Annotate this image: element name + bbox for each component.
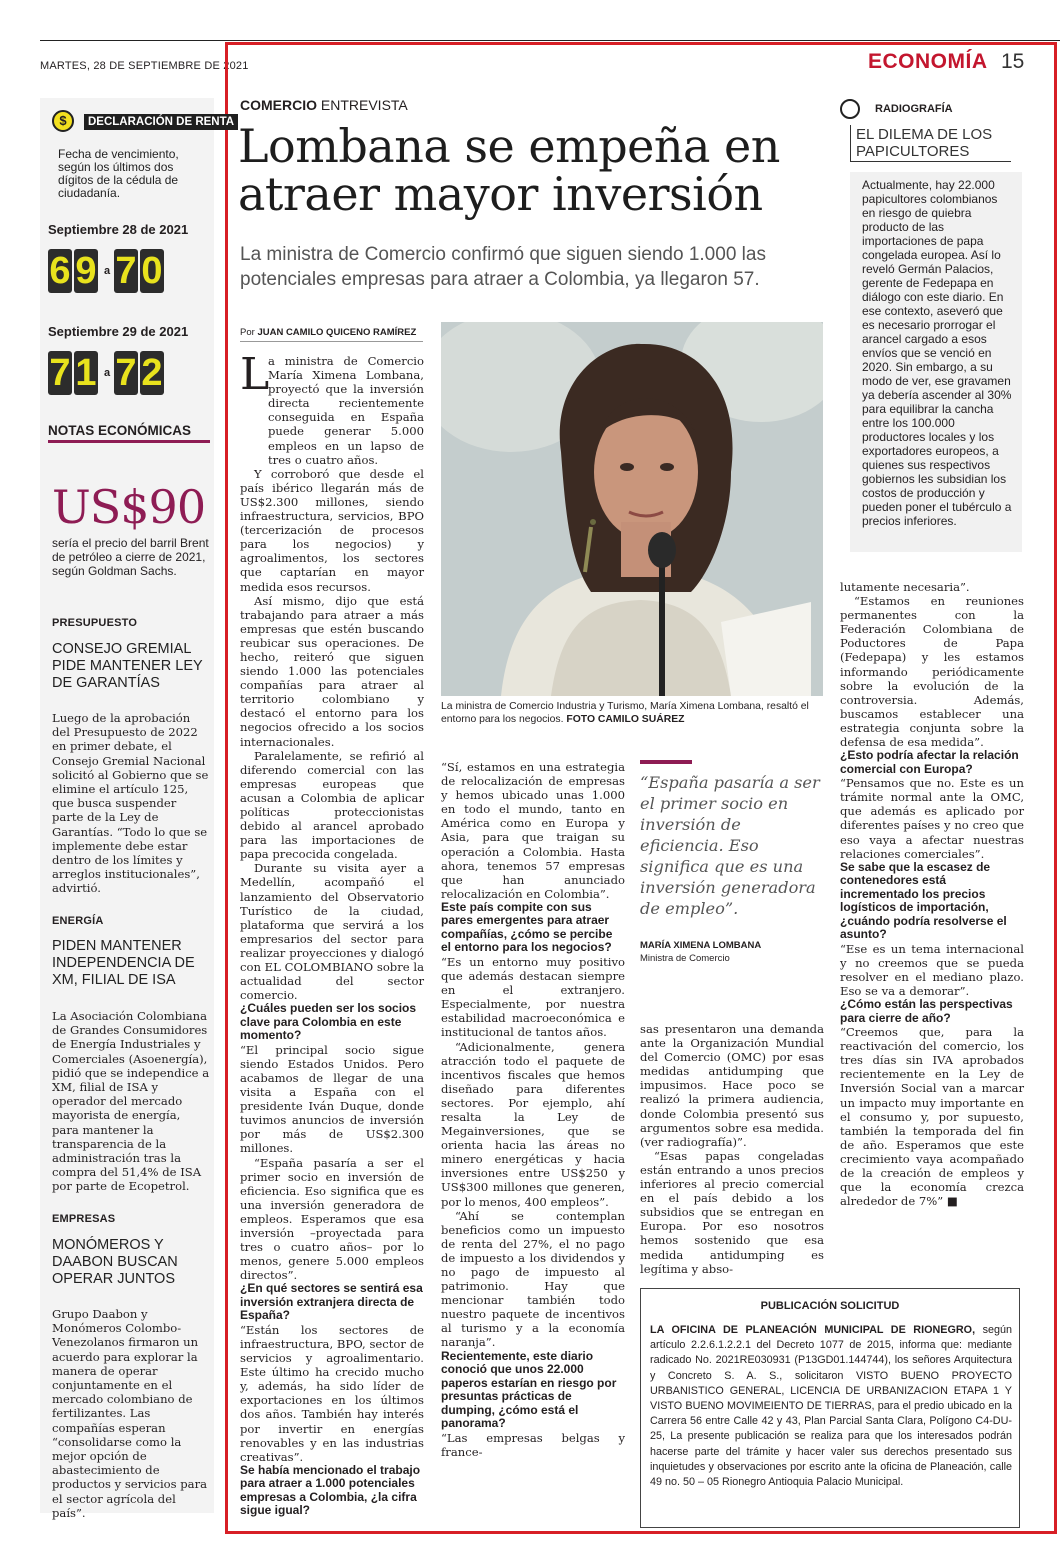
- paragraph: “Adicionalmente, genera atracción todo el paquete de incentivos fiscales que hemos diseñado para diferentes sectores. Por ejemplo, ahí resalta la Ley de Megainversiones, que se orienta hacia las áreas no minero energéticas y hacia inversiones entre US$250 y US$300 millones que generen, por lo menos, 400 empleos”.: [441, 1039, 625, 1209]
- paragraph: Paralelamente, se refirió al diferendo comercial con las empresas europeas que acusan a Colombia de aplicar políticas proteccionistas debido al arancel aprobado para las importaciones de papa precocida congelada.: [240, 748, 424, 862]
- digit: 6: [49, 250, 71, 292]
- renta-label: DECLARACIÓN DE RENTA: [84, 114, 238, 130]
- question: Se sabe que la escasez de contenedores está incrementado los precios logísticos de importación, ¿cuándo podría resolverse el asunto?: [840, 859, 1007, 942]
- deadline-date: Septiembre 28 de 2021: [48, 222, 189, 237]
- question: Se había mencionado el trabajo para atraer a 1.000 potenciales empresas a Colombia, ¿la cifra sigue igual?: [240, 1462, 421, 1518]
- section-name: ECONOMÍA: [868, 50, 988, 73]
- question: Recientemente, este diario conoció que unos 22.000 paperos estarían en riesgo por presuntas prácticas de dumping, ¿cómo está el panorama?: [441, 1348, 617, 1431]
- paragraph: “Ese es un tema internacional y no creemos que se pueda resolver en el mediano plazo. Eso se va a demorar”.: [840, 941, 1024, 998]
- pull-quote-name: MARÍA XIMENA LOMBANA: [640, 940, 762, 951]
- note-kicker: ENERGÍA: [52, 915, 104, 927]
- paragraph: “Sí, estamos en una estrategia de relocalización de empresas y hemos ubicado unas 1.000 en todo el mundo, tanto en América como en Europa y Asia, para que traigan su operación a Colombia. Hasta ahora, tenemos 57 empresas que han anunciado relocalización en Colombia”.: [441, 760, 625, 901]
- note-headline: MONÓMEROS Y DAABON BUSCAN OPERAR JUNTOS: [52, 1237, 178, 1287]
- note-headline: CONSEJO GREMIAL PIDE MANTENER LEY DE GARANTÍAS: [52, 641, 203, 691]
- note-kicker: EMPRESAS: [52, 1213, 116, 1225]
- paragraph: “Es un entorno muy positivo que además destacan siempre en el extranjero. Especialmente, por nuestra estabilidad macroeconómica e institucional de tantos años.: [441, 954, 625, 1040]
- dateline: MARTES, 28 DE SEPTIEMBRE DE 2021: [40, 60, 249, 72]
- paragraph: “Ahí se contemplan beneficios como un impuesto de renta del 27%, el no pago de impuesto a los dividendos y no pago de impuesto al patrimonio. Hay que mencionar también todo nuestro paquete de incentivos al turismo y a la economía naranja”.: [441, 1208, 625, 1350]
- radiografia-body: Actualmente, hay 22.000 papicultores colombianos en riesgo de quiebra producto de las importaciones de papa congelada europea. Así lo reveló Germán Palacios, gerente de Fedepapa en diálogo con este diario. En ese contexto, aseveró que es necesario prorrogar el arancel cargado a esos envíos que se venció en 2020. Sin embargo, a su modo de ver, ese gravamen ya debería ascender al 30% para equilibrar la cancha entre los 100.000 productores locales y los exportadores europeos, a quienes sus respectivos gobiernos les subsidian los costos de producción y pueden poner el tubérculo a precios inferiores.: [862, 178, 1012, 528]
- dollar-icon: $: [52, 110, 74, 132]
- byline: Por JUAN CAMILO QUICENO RAMÍREZ: [240, 327, 417, 338]
- pull-quote-role: Ministra de Comercio: [640, 953, 730, 964]
- paragraph: “Pensamos que no. Este es un trámite normal ante la OMC, que además es aplicado por diferentes países y no creo que eso vaya a afectar nuestras relaciones comerciales”.: [840, 776, 1024, 861]
- deadline-date: Septiembre 29 de 2021: [48, 324, 189, 339]
- paragraph: “El principal socio sigue siendo Estados Unidos. Pero acabamos de llegar de una visita a España con el presidente Iván Duque, donde tuvimos anuncios de inversión por más de US$2.300 millones.: [240, 1042, 424, 1156]
- question: Este país compite con sus pares emergentes para atraer compañías, ¿cómo se percibe el entorno para los negocios?: [441, 899, 613, 955]
- note-body: Grupo Daabon y Monómeros Colombo-Venezolanos firmaron un acuerdo para explorar la manera de operar conjuntamente en el mercado colombiano de fertilizantes. Las compañías esperan “consolidarse como la mejor opción de abastecimiento de productos y servicios para el sector agrícola del país”.: [52, 1307, 208, 1520]
- legal-notice-title: PUBLICACIÓN SOLICITUD: [760, 1300, 900, 1312]
- paragraph: “Están los sectores de infraestructura, BPO, sector de servicios y agroalimentario. Este último ha crecido mucho y, además, ha sido líder de exportaciones en los últimos dos años. También hay interés por invertir en energías renovables y en las industrias creativas”.: [240, 1322, 424, 1464]
- radiografia-title: EL DILEMA DE LOS PAPICULTORES: [856, 126, 993, 160]
- question: ¿Cómo están las perspectivas para cierre de año?: [840, 997, 1013, 1025]
- magnifier-icon: [840, 99, 860, 119]
- paragraph: “Las empresas belgas y france-: [441, 1430, 625, 1459]
- dropcap: L: [240, 349, 270, 400]
- article-subhead: La ministra de Comercio confirmó que siguen siendo 1.000 las potenciales empresas para atraer a Colombia, ya llegaron 57.: [240, 244, 766, 290]
- photo-illustration: [441, 322, 823, 696]
- digit: 7: [115, 352, 137, 394]
- page-number: 15: [1001, 50, 1025, 73]
- pull-quote: “España pasaría a ser el primer socio en inversión de eficiencia. Eso significa que es una inversión generadora de empleo”.: [640, 773, 820, 918]
- paragraph: “España pasaría a ser el primer socio en inversión de eficiencia. Eso significa que es una inversión generadora de empleos. Esperamos que esa inversión –proyectada para tres o cuatro años– por lo menos, genere 5.000 empleos directos”.: [240, 1155, 424, 1283]
- digit: 1: [75, 352, 97, 394]
- paragraph: “Estamos en reuniones permanentes con la Federación Colombiana de Poductores de Papa (Fedepapa) y les estamos informando periódicamente sobre la evolución de la controversia. Además, buscamos establecer una estrategia conjunta sobre la defensa de esa medida”.: [840, 594, 1024, 750]
- notas-title: NOTAS ECONÓMICAS: [48, 423, 210, 443]
- pullquote-bar: [640, 760, 692, 764]
- photo-credit: FOTO CAMILO SUÁREZ: [566, 714, 685, 725]
- renta-description: Fecha de vencimiento, según los últimos dos dígitos de la cédula de ciudadanía.: [58, 147, 179, 200]
- highlight-text: sería el precio del barril Brent de petróleo a cierre de 2021, según Goldman Sachs.: [52, 536, 209, 578]
- minister-photo: [441, 322, 823, 696]
- legal-notice-body: LA OFICINA DE PLANEACIÓN MUNICIPAL DE RIONEGRO, según artículo 2.2.6.1.2.2.1 del Decreto 1077 de 2015, informa que: mediante radicado No. 2021RE030931 (P13GD01.144744), los señores Arquitectura y Concreto S. A. S., solicitaron VISTO BUENO PROYECTO URBANISTICO GENERAL, LICENCIA DE URBANIZACION ETAPA 1 Y VISTO BUENO MOVIMEIENTO DE TIERRAS, para el predio ubicado en la Carrera 56 entre Calle 42 y 43, Plan Parcial Santa Clara, Polígono C4-DU-25, La presente publicación se realiza para que los interesados podrán hacerse parte del trámite y hacer valer sus derechos presentado sus inquietudes y observaciones por escrito ante la oficina de Planeación, calle 49 no. 50 – 05 Rionegro Antioquia Palacio Municipal.: [650, 1324, 1013, 1489]
- deadline-digits: [48, 248, 166, 294]
- photo-caption: La ministra de Comercio Industria y Turismo, María Ximena Lombana, resaltó el entorno para los negocios. FOTO CAMILO SUÁREZ: [441, 701, 809, 725]
- deadline-digits: [48, 350, 166, 396]
- note-body: Luego de la aprobación del Presupuesto de 2022 en primer debate, el Consejo Gremial Nacional solicitó al Gobierno que se elimine el artículo 125, que busca suspender parte de la Ley de Garantías. “Todo lo que se implemente debe estar dentro de los límites y arreglos institucionales”, advirtió.: [52, 711, 209, 896]
- article-column-4: [840, 580, 1024, 1208]
- paragraph: sas presentaron una demanda ante la Organización Mundial del Comercio (OMC) por esas medidas antidumping que impusimos. Hace poco se realizó la primera audiencia, donde Colombia presentó sus argumentos sobre esa medida. (ver radiografía)”.: [640, 1022, 824, 1149]
- paragraph: Así mismo, dijo que está trabajando para atraer a más empresas que estén buscando reubicar sus operaciones. De hecho, reiteró que siguen siendo 1.000 las potenciales compañías para atraer al territorio colombiano y destacó el entorno para los negocios ofrecido a los socios internacionales.: [240, 593, 424, 749]
- article-column-2: [441, 760, 625, 1459]
- digit: 2: [141, 352, 163, 394]
- note-body: La Asociación Colombiana de Grandes Consumidores de Energía Industriales y Comerciales (Asoenergía), pidió que se independice a XM, filial de ISA y operador del mercado mayorista de energía, para mantener la transparencia de la administración tras la compra del 51,4% de ISA por parte de Ecopetrol.: [52, 1009, 210, 1194]
- paragraph: “Esas papas congeladas están entrando a unos precios inferiores al precio comercial en el país debido a los subsidios que se entregan en Europa. Por eso nosotros hemos sostenido que esa medida antidumping es legítima y abso-: [640, 1148, 824, 1276]
- digit: 0: [141, 250, 163, 292]
- digit: 7: [49, 352, 71, 394]
- article-column-3: [640, 1022, 824, 1276]
- paragraph: a ministra de Comercio María Ximena Lombana, proyectó que la inversión directa recientemente conseguida en España puede generar 5.000 empleos en un lapso de tres o cuatro años.: [268, 354, 424, 467]
- top-rule: [40, 40, 1060, 41]
- byline-rule: [240, 341, 423, 342]
- radiografia-label: RADIOGRAFÍA: [875, 103, 953, 115]
- digit-separator: a: [103, 265, 111, 277]
- highlight-figure: US$90: [52, 480, 206, 534]
- digit: 7: [115, 250, 137, 292]
- question: ¿En qué sectores se sentirá esa inversión extranjera directa de España?: [240, 1281, 423, 1323]
- digit-separator: a: [103, 367, 111, 379]
- question: ¿Cuáles pueden ser los socios clave para Colombia en este momento?: [240, 1001, 417, 1043]
- article-column-1: [240, 349, 424, 1518]
- paragraph: “Creemos que, para la reactivación del comercio, los tres días sin IVA aprobados recientemente en la Ley de Inversión Social van a marcar un impacto muy importante en el consumo y, por supuesto, también la temporada del fin de año. Esperamos que este crecimiento vaya acompañado de la creación de empleos y que la economía crezca alrededor de 7%” ■: [840, 1025, 1024, 1209]
- paragraph: Durante su visita ayer a Medellín, acompañó el lanzamiento del Observatorio Turístico de la ciudad, plataforma que servirá a los empresarios del sector para realizar proyecciones y dialogó con EL COLOMBIANO sobre la actualidad del sector comercio.: [240, 861, 424, 1003]
- note-headline: PIDEN MANTENER INDEPENDENCIA DE XM, FILIAL DE ISA: [52, 938, 195, 988]
- article-headline: Lombana se empeña en atraer mayor inversión: [238, 119, 780, 221]
- note-kicker: PRESUPUESTO: [52, 617, 138, 629]
- question: ¿Esto podría afectar la relación comercial con Europa?: [840, 748, 1019, 776]
- digit: 9: [75, 250, 97, 292]
- paragraph: Y corroboró que desde el país ibérico llegarán más de US$2.300 millones, siendo infraestructura, servicios, BPO (tercerización de procesos para los negocios) y agroalimentos, los sectores que captarían en mayor medida esos recursos.: [240, 466, 424, 594]
- article-kicker: COMERCIO ENTREVISTA: [240, 97, 408, 113]
- paragraph: lutamente necesaria”.: [840, 580, 970, 594]
